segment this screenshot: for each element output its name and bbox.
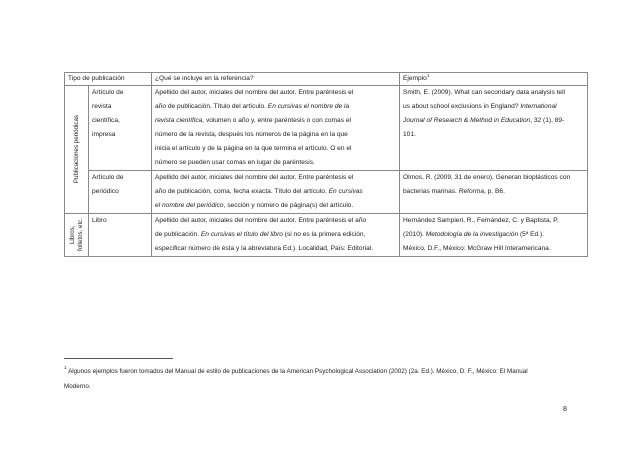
cell-text-line xyxy=(403,214,584,228)
cell-text-line xyxy=(155,156,396,170)
text-segment: número de la revista, después los números de la página en la que xyxy=(155,131,348,138)
cell-text-line xyxy=(92,171,148,185)
cell-text-line xyxy=(403,100,584,114)
example-cell xyxy=(400,214,588,257)
cell-text-line xyxy=(92,185,148,199)
text-segment: Artículo de xyxy=(92,89,124,96)
page-number: 8 xyxy=(563,406,567,413)
text-segment: Libro xyxy=(92,217,107,224)
italic-text: Reforma xyxy=(458,188,485,195)
cell-text-line xyxy=(155,114,396,128)
cell-text-line xyxy=(155,128,396,142)
table-header-row xyxy=(65,73,588,86)
text-segment: periódico xyxy=(92,188,119,195)
cell-text-line xyxy=(92,214,148,228)
text-segment: , 32 (1), 89- xyxy=(530,117,565,124)
cell-text-line xyxy=(403,86,584,100)
reference-format-cell xyxy=(152,86,400,171)
reference-table xyxy=(64,72,588,257)
text-segment: (si no es la primera edición, xyxy=(282,231,366,238)
footnote-separator xyxy=(64,358,173,359)
footnote xyxy=(64,364,594,394)
cell-text-line xyxy=(403,228,584,242)
italic-text: En cursivas el nombre de la xyxy=(267,103,350,110)
cell-text-line xyxy=(403,128,584,142)
header-example xyxy=(400,73,588,86)
text-segment: inicia el artículo y de la página en la que termina el artículo. O en el xyxy=(155,145,352,152)
italic-text: el nombre del periódico xyxy=(155,202,224,209)
cell-text-line xyxy=(92,100,148,114)
text-segment: impresa xyxy=(92,131,116,138)
italic-text: Metodología de la investigación xyxy=(425,231,519,238)
footnote-text-line2: Moderno. xyxy=(64,383,91,390)
group-label-books-line2: folletos, etc. xyxy=(76,218,84,252)
cell-text-line xyxy=(155,242,396,256)
italic-text: International xyxy=(520,103,557,110)
header-publication-type: Tipo de publicación xyxy=(65,73,152,86)
text-segment: de publicación. xyxy=(155,231,201,238)
example-cell xyxy=(400,86,588,171)
italic-text: Journal of Research & Method in Education xyxy=(403,117,531,124)
group-label-books xyxy=(65,214,89,257)
cell-text-line xyxy=(92,86,148,100)
publication-type-cell xyxy=(89,171,152,214)
cell-text-line xyxy=(403,185,584,199)
italic-text: En cursivas xyxy=(328,188,363,195)
text-segment: Hernández Sampieri, R., Fernández, C. y Baptista, P. xyxy=(403,217,559,224)
reference-format-cell xyxy=(152,214,400,257)
text-segment: 101. xyxy=(403,131,416,138)
cell-text-line xyxy=(155,214,396,228)
cell-text-line xyxy=(155,142,396,156)
text-segment: número se pueden usar comas en lugar de paréntesis. xyxy=(155,159,315,166)
publication-type-cell xyxy=(89,86,152,171)
cell-text-line xyxy=(403,171,584,185)
group-label-periodicals: Publicaciones periódicas xyxy=(65,86,89,214)
cell-text-line xyxy=(92,128,148,142)
text-segment: , p. B6. xyxy=(484,188,505,195)
text-segment: año de publicación. Título del artículo. xyxy=(155,103,268,110)
cell-text-line xyxy=(92,114,148,128)
italic-text: En cursivas el título del libro xyxy=(200,231,283,238)
text-segment: México, D.F., México: McGraw Hill Interamericana. xyxy=(403,245,551,252)
table-row xyxy=(65,214,588,257)
text-segment: , volumen o año y, entre paréntesis o con comas el xyxy=(202,117,351,124)
cell-text-line xyxy=(155,228,396,242)
text-segment: revista xyxy=(92,103,112,110)
table-row xyxy=(65,171,588,214)
text-segment: bacterias marinas. xyxy=(403,188,459,195)
table-row xyxy=(65,86,588,171)
cell-text-line xyxy=(155,86,396,100)
example-cell xyxy=(400,171,588,214)
text-segment: (2010). xyxy=(403,231,426,238)
reference-format-cell xyxy=(152,171,400,214)
header-reference-contents: ¿Qué se incluye en la referencia? xyxy=(152,73,400,86)
cell-text-line xyxy=(403,114,584,128)
footnote-marker: 1 xyxy=(426,72,430,78)
footnote-text-line1: Algunos ejemplos fueron tomados del Manual de estilo de publicaciones de la American Psychological Association (2002) (2a. Ed.). México, D. F., México: El Manual xyxy=(66,368,528,375)
text-segment: científica, xyxy=(92,117,120,124)
text-segment: us about school exclusions in England? xyxy=(403,103,521,110)
header-example-label: Ejemplo xyxy=(403,75,427,82)
text-segment: , sección y número de página(s) del artículo. xyxy=(223,202,354,209)
text-segment: Apellido del autor, iniciales del nombre del autor. Entre paréntesis el año xyxy=(155,217,367,224)
cell-text-line xyxy=(403,242,584,256)
text-segment: Olmos, R. (2009, 31 de enero). Generan bioplásticos con xyxy=(403,174,571,181)
text-segment: (5ª Ed.). xyxy=(518,231,545,238)
text-segment: Apellido del autor, iniciales del nombre del autor. Entre paréntesis el xyxy=(155,174,354,181)
italic-text: revista científica xyxy=(155,117,203,124)
text-segment: Apellido del autor, iniciales del nombre del autor. Entre paréntesis el xyxy=(155,89,354,96)
cell-text-line xyxy=(155,199,396,213)
text-segment: Smith, E. (2009). What can secondary data analysis tell xyxy=(403,89,566,96)
cell-text-line xyxy=(155,171,396,185)
text-segment: especificar número de ésta y la abreviatura Ed.). Localidad, País: Editorial. xyxy=(155,245,374,252)
text-segment: Artículo de xyxy=(92,174,124,181)
group-label-books-line1: Libros, xyxy=(68,225,76,245)
text-segment: año de publicación, coma, fecha exacta. Título del artículo. xyxy=(155,188,329,195)
publication-type-cell xyxy=(89,214,152,257)
cell-text-line xyxy=(155,185,396,199)
footnote-number: 1 xyxy=(64,366,67,371)
cell-text-line xyxy=(155,100,396,114)
